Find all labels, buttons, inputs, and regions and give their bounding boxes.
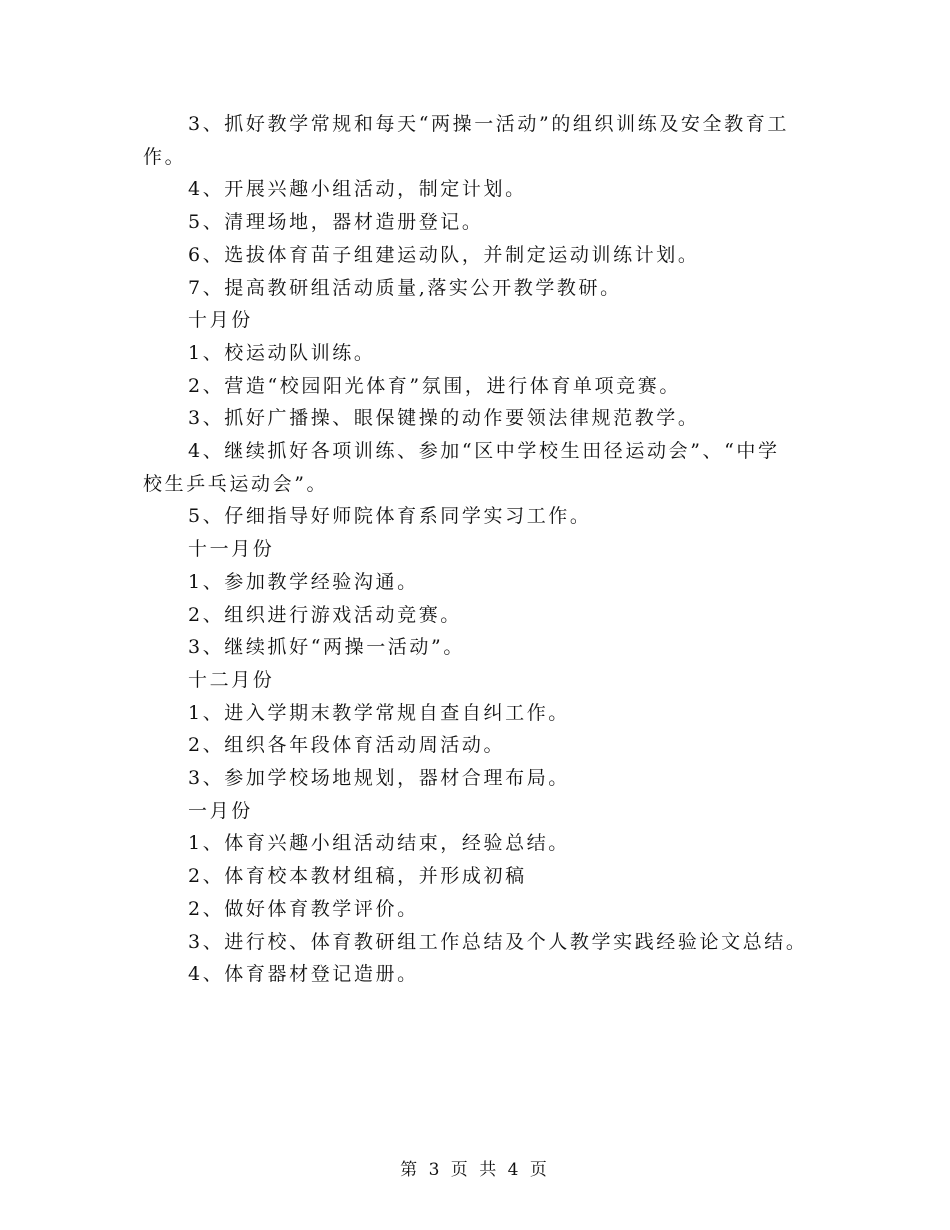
- section-heading: 十一月份: [188, 538, 275, 561]
- page-number-footer: 第 3 页 共 4 页: [400, 1160, 550, 1180]
- paragraph-line: 3、进行校、体育教研组工作总结及个人教学实践经验论文总结。: [188, 930, 808, 953]
- paragraph-line: 作。: [143, 145, 187, 168]
- section-heading: 十二月份: [188, 668, 275, 691]
- section-heading: 一月份: [188, 799, 253, 822]
- section-heading: 十月份: [188, 309, 253, 332]
- paragraph-line: 校生乒乓运动会”。: [143, 472, 329, 495]
- paragraph-line: 5、仔细指导好师院体育系同学实习工作。: [188, 505, 592, 528]
- paragraph-line: 2、营造“校园阳光体育”氛围，进行体育单项竞赛。: [188, 374, 681, 397]
- paragraph-line: 2、做好体育教学评价。: [188, 897, 419, 920]
- paragraph-line: 4、体育器材登记造册。: [188, 963, 419, 986]
- paragraph-line: 1、校运动队训练。: [188, 341, 376, 364]
- document-body: [143, 108, 808, 991]
- paragraph-line: 4、开展兴趣小组活动，制定计划。: [188, 178, 527, 201]
- paragraph-line: 3、继续抓好“两操一活动”。: [188, 636, 465, 659]
- paragraph-line: 2、组织各年段体育活动周活动。: [188, 734, 506, 757]
- paragraph-line: 3、抓好教学常规和每天“两操一活动”的组织训练及安全教育工: [188, 113, 789, 135]
- paragraph-line: 3、抓好广播操、眼保键操的动作要领法律规范教学。: [188, 407, 700, 430]
- paragraph-line: 6、选拔体育苗子组建运动队，并制定运动训练计划。: [188, 243, 700, 266]
- paragraph-line: 4、继续抓好各项训练、参加“区中学校生田径运动会”、“中学: [188, 440, 780, 463]
- paragraph-line: 2、体育校本教材组稿，并形成初稿: [188, 865, 527, 888]
- paragraph-line: 7、提高教研组活动质量,落实公开教学教研。: [188, 276, 622, 299]
- paragraph-line: 3、参加学校场地规划，器材合理布局。: [188, 767, 570, 790]
- paragraph-line: 2、组织进行游戏活动竞赛。: [188, 603, 462, 626]
- paragraph-line: 1、体育兴趣小组活动结束，经验总结。: [188, 832, 570, 855]
- paragraph-line: 5、清理场地，器材造册登记。: [188, 211, 484, 234]
- paragraph-line: 1、参加教学经验沟通。: [188, 570, 419, 593]
- paragraph-line: 1、进入学期末教学常规自查自纠工作。: [188, 701, 570, 724]
